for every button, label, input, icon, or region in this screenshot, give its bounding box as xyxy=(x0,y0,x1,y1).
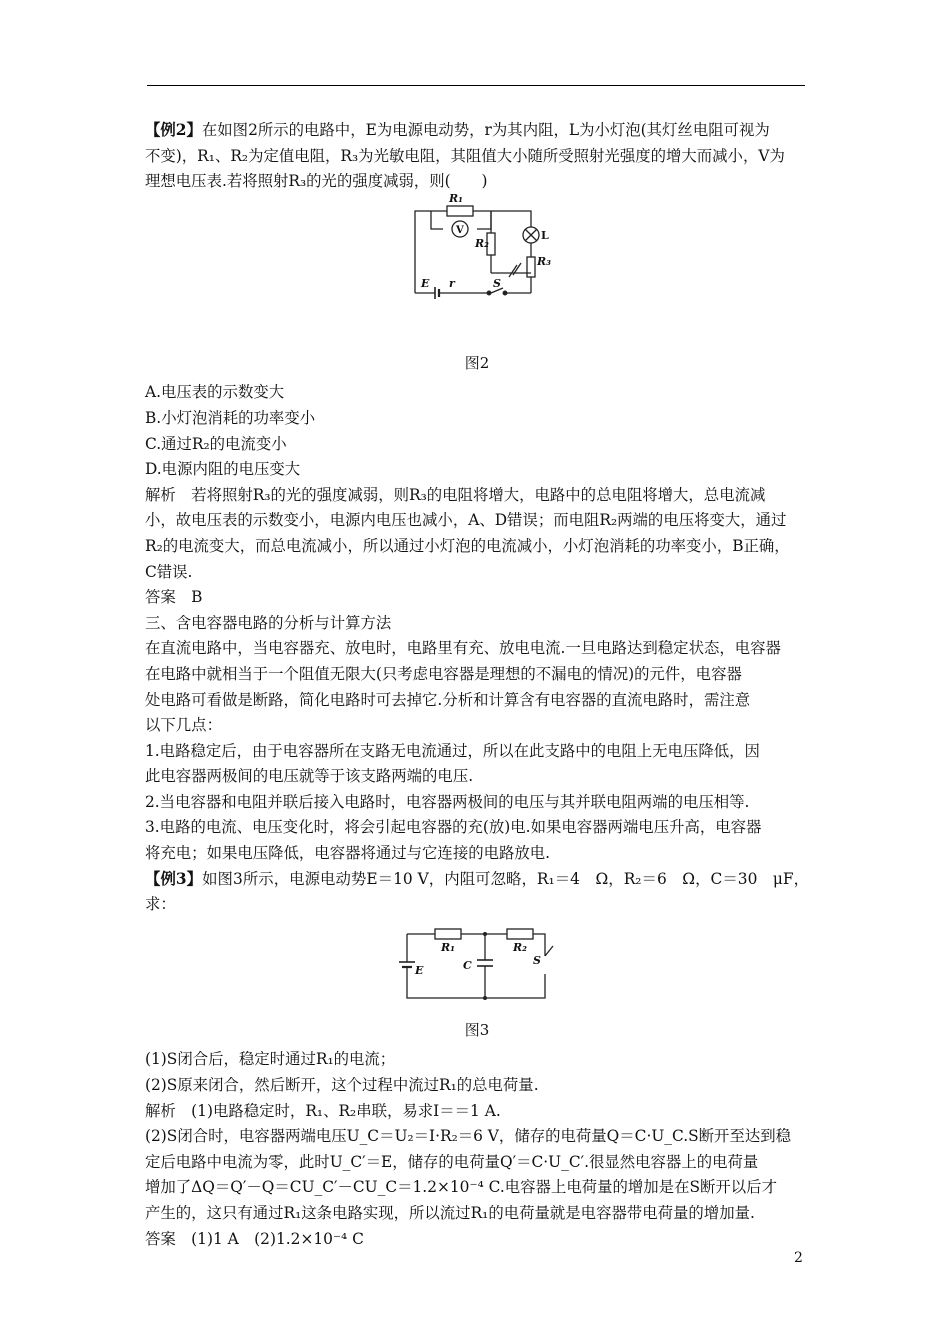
figure-3 xyxy=(145,922,809,1018)
example3-answer: 答案 (1)1 A (2)1.2×10⁻⁴ C xyxy=(145,1229,364,1248)
circuit-diagram-3 xyxy=(397,924,557,1014)
label-r3: R₃ xyxy=(537,254,551,268)
label-r1-fig3: R₁ xyxy=(441,940,455,954)
example2-stem-line2: 不变)，R₁、R₂为定值电阻，R₃为光敏电阻，其阻值大小随所受照射光强度的增大而减小，V为 xyxy=(145,146,785,165)
example3-analysis-line1: 解析 (1)电路稳定时，R₁、R₂串联，易求I＝＝1 A. xyxy=(145,1101,501,1120)
section3-point3-line1: 3.电路的电流、电压变化时，将会引起电容器的充(放)电.如果电容器两端电压升高，电容器 xyxy=(145,818,762,837)
label-s: S xyxy=(493,276,501,290)
section3-intro-line3: 处电路可看做是断路，简化电路时可去掉它.分析和计算含有电容器的直流电路时，需注意 xyxy=(145,690,751,709)
example3-stem: 【例3】如图3所示，电源电动势E＝10 V，内阻可忽略，R₁＝4 Ω，R₂＝6 Ω，C＝30 μF，求： xyxy=(145,869,809,914)
label-r2: R₂ xyxy=(475,236,489,250)
label-v: V xyxy=(456,224,464,236)
section3-point1-line1: 1.电路稳定后，由于电容器所在支路无电流通过，所以在此支路中的电阻上无电压降低，因 xyxy=(145,741,760,760)
page-content xyxy=(145,118,809,1252)
section3-intro-line1: 在直流电路中，当电容器充、放电时，电路里有充、放电电流.一旦电路达到稳定状态，电容器 xyxy=(145,639,781,658)
section3-point3-line2: 将充电；如果电压降低，电容器将通过与它连接的电路放电. xyxy=(145,844,551,863)
example3-analysis-line4: 增加了ΔQ＝Q′－Q＝CU_C′－CU_C＝1.2×10⁻⁴ C.电容器上电荷量的增加是在S断开以后才 xyxy=(145,1178,777,1197)
figure-2-caption: 图2 xyxy=(464,353,490,372)
example2-stem-line1: 【例2】在如图2所示的电路中，E为电源电动势，r为其内阻，L为小灯泡(其灯丝电阻可视为 xyxy=(145,121,770,139)
example3-analysis-line3: 定后电路中电流为零，此时U_C′＝E，储存的电荷量Q′＝C·U_C′.很显然电容器上的电荷量 xyxy=(145,1152,759,1171)
label-r1: R₁ xyxy=(449,191,463,205)
example2-analysis-line3: R₂的电流变大，而总电流减小，所以通过小灯泡的电流减小，小灯泡消耗的功率变小，B正确， xyxy=(145,536,790,555)
figure-3-caption: 图3 xyxy=(464,1020,490,1039)
section3-point1-line2: 此电容器两极间的电压就等于该支路两端的电压. xyxy=(145,767,474,786)
example2-analysis-line1: 解析 若将照射R₃的光的强度减弱，则R₃的电阻将增大，电路中的总电阻将增大，总电流减 xyxy=(145,485,766,504)
example2-analysis-line4: C错误. xyxy=(145,562,193,581)
section3-intro-line2: 在电路中就相当于一个阻值无限大(只考虑电容器是理想的不漏电的情况)的元件，电容器 xyxy=(145,664,742,683)
node-top xyxy=(483,932,487,936)
example2-option-b: B.小灯泡消耗的功率变小 xyxy=(145,408,316,427)
label-e-fig3: E xyxy=(415,963,424,977)
header-rule xyxy=(147,85,805,86)
page-number: 2 xyxy=(794,1250,803,1266)
label-r: r xyxy=(449,276,455,290)
section3-point2: 2.当电容器和电阻并联后接入电路时，电容器两极间的电压与其并联电阻两端的电压相等. xyxy=(145,792,750,811)
circuit-diagram-2 xyxy=(407,191,551,321)
example3-question2: (2)S原来闭合，然后断开，这个过程中流过R₁的总电荷量. xyxy=(145,1076,539,1095)
example2-option-c: C.通过R₂的电流变小 xyxy=(145,434,287,453)
node-bottom xyxy=(483,996,487,1000)
section3-intro-line4: 以下几点： xyxy=(145,716,222,735)
label-e: E xyxy=(421,276,430,290)
example3-analysis-line2: (2)S闭合时，电容器两端电压U_C＝U₂＝I·R₂＝6 V，储存的电荷量Q＝C·U_C.S断开至达到稳 xyxy=(145,1127,792,1146)
section3-heading: 三、含电容器电路的分析与计算方法 xyxy=(145,613,392,632)
example3-label: 【例3】 xyxy=(145,869,203,888)
example2-stem-line3: 理想电压表.若将照射R₃的光的强度减弱，则( ) xyxy=(145,172,488,191)
example3-analysis-line5: 产生的，这只有通过R₁这条电路实现，所以流过R₁的电荷量就是电容器带电荷量的增加量. xyxy=(145,1204,755,1222)
example2-label: 【例2】 xyxy=(145,121,202,139)
example3-question1: (1)S闭合后，稳定时通过R₁的电流； xyxy=(145,1050,396,1069)
example2-analysis-line2: 小，故电压表的示数变小，电源内电压也减小，A、D错误；而电阻R₂两端的电压将变大，通过 xyxy=(145,511,787,530)
label-r2-fig3: R₂ xyxy=(513,940,527,954)
example2-option-d: D.电源内阻的电压变大 xyxy=(145,460,301,479)
example2-answer: 答案 B xyxy=(145,588,203,607)
label-c: C xyxy=(463,958,472,972)
example2-option-a: A.电压表的示数变大 xyxy=(145,383,285,402)
figure-2 xyxy=(145,191,809,351)
label-l: L xyxy=(541,228,549,242)
label-s-fig3: S xyxy=(533,953,541,967)
